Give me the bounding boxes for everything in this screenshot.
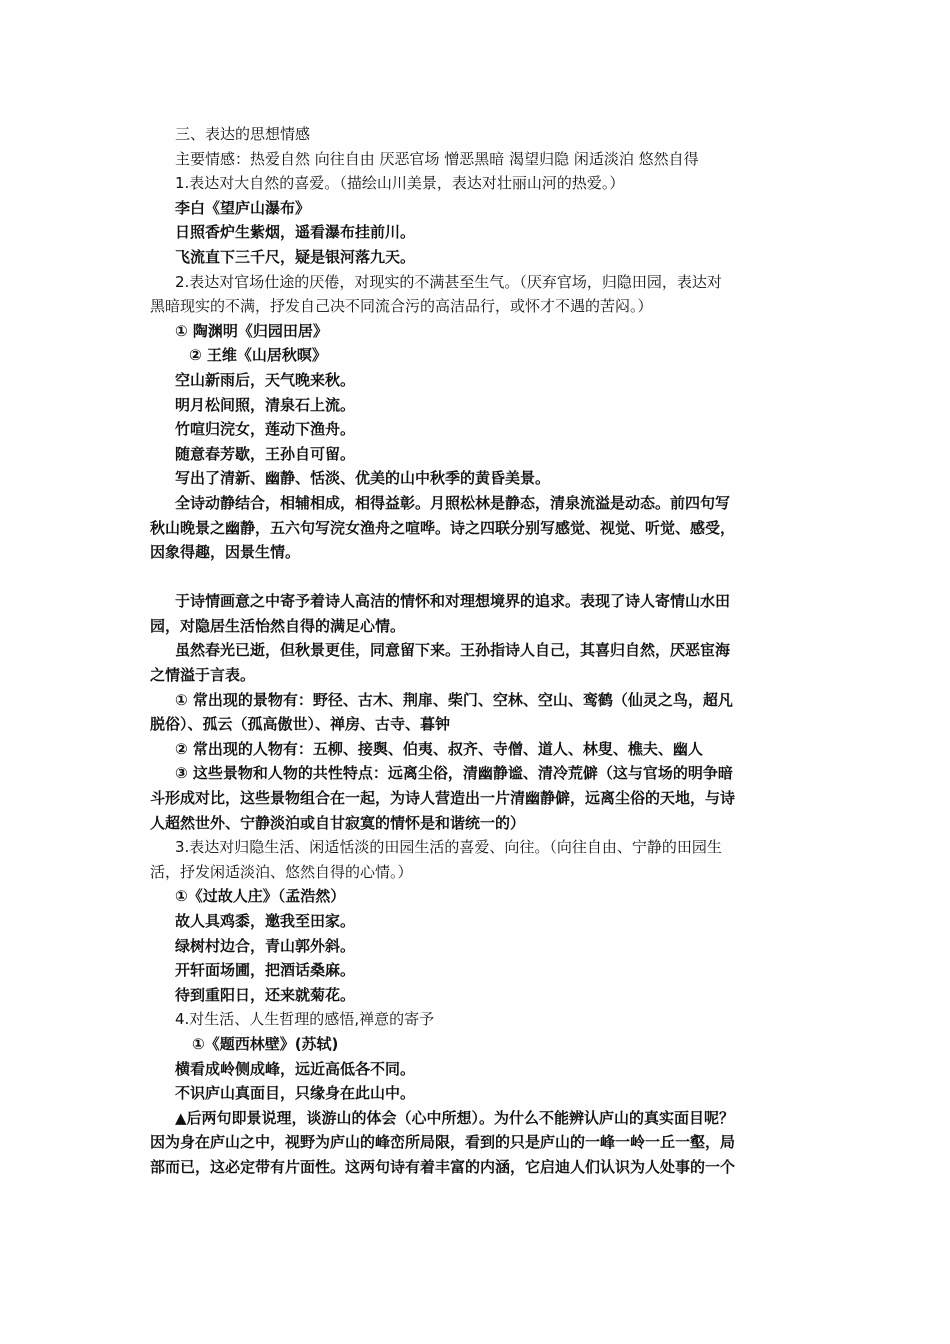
commentary-line: 写出了清新、幽静、恬淡、优美的山中秋季的黄昏美景。 — [175, 469, 551, 488]
poem-line: 随意春芳歇，王孙自可留。 — [175, 444, 356, 463]
analysis-line: 因为身在庐山之中，视野为庐山的峰峦所局限，看到的只是庐山的一峰一岭一丘一壑，局 — [150, 1133, 736, 1152]
commentary-line: 全诗动静结合，相辅相成，相得益彰。月照松林是静态，清泉流溢是动态。前四句写 — [175, 493, 731, 512]
poem-line: 日照香炉生紫烟，遥看瀑布挂前川。 — [175, 223, 416, 242]
poem-line: 故人具鸡黍，邀我至田家。 — [175, 912, 356, 930]
main-emotions: 主要情感：热爱自然 向往自由 厌恶官场 憎恶黑暗 渴望归隐 闲适淡泊 悠然自得 — [175, 149, 699, 168]
poem-line: 竹喧归浣女，莲动下渔舟。 — [175, 420, 356, 439]
document-page — [150, 122, 810, 1180]
point-2-continued: 黑暗现实的不满，抒发自己决不同流合污的高洁品行，或怀才不遇的苦闷。） — [150, 297, 653, 316]
point-3-heading: 3.表达对归隐生活、闲适恬淡的田园生活的喜爱、向往。（向往自由、宁静的田园生 — [175, 838, 722, 857]
point-1-heading: 1.表达对大自然的喜爱。（描绘山川美景，表达对壮丽山河的热爱。） — [175, 174, 625, 193]
commentary-line: 园，对隐居生活怡然自得的满足心情。 — [150, 616, 406, 635]
analysis-line: 部而已，这必定带有片面性。这两句诗有着丰富的内涵，它启迪人们认识为人处事的一个 — [150, 1157, 736, 1176]
poem-title-menghaoran: ①《过故人庄》（孟浩然） — [175, 887, 346, 906]
character-list: ② 常出现的人物有：五柳、接舆、伯夷、叔齐、寺僧、道人、林叟、樵夫、幽人 — [175, 739, 703, 758]
scenery-list-continued: 脱俗）、孤云（孤高傲世）、禅房、古寺、暮钟 — [150, 715, 451, 734]
poem-line: 待到重阳日，还来就菊花。 — [175, 985, 356, 1004]
point-3-continued: 活，抒发闲适淡泊、悠然自得的心情。） — [150, 862, 413, 881]
commentary-line: 于诗情画意之中寄予着诗人高洁的情怀和对理想境界的追求。表现了诗人寄情山水田 — [175, 592, 731, 611]
commentary-line: 之情溢于言表。 — [150, 666, 256, 685]
common-traits-continued: 人超然世外、宁静淡泊或自甘寂寞的情怀是和谐统一的） — [150, 813, 526, 832]
commentary-line: 秋山晚景之幽静，五六句写浣女渔舟之喧哗。诗之四联分别写感觉、视觉、听觉、感受， — [150, 518, 736, 537]
poem-title-wangwei: ② 王维《山居秋暝》 — [189, 346, 327, 365]
section-heading: 三、表达的思想情感 — [175, 125, 311, 143]
poem-title-taoyuanming: ① 陶渊明《归园田居》 — [175, 321, 328, 340]
poem-line: 明月松间照，清泉石上流。 — [175, 395, 356, 414]
poem-line: 不识庐山真面目，只缘身在此山中。 — [175, 1084, 416, 1103]
poem-title-sushi: ①《题西林壁》(苏轼) — [192, 1034, 339, 1053]
analysis-line: ▲后两句即景说理，谈游山的体会（心中所想）。为什么不能辨认庐山的真实面目呢？ — [175, 1108, 735, 1127]
point-2-heading: 2.表达对官场仕途的厌倦，对现实的不满甚至生气。（厌弃官场，归隐田园，表达对 — [175, 272, 722, 291]
commentary-line: 因象得趣，因景生情。 — [150, 543, 301, 562]
poem-title-libai: 李白《望庐山瀑布》 — [175, 198, 311, 217]
poem-line: 空山新雨后，天气晚来秋。 — [175, 370, 356, 389]
poem-line: 横看成岭侧成峰，远近高低各不同。 — [175, 1059, 416, 1078]
commentary-line: 虽然春光已逝，但秋景更佳，同意留下来。王孙指诗人自己，其喜归自然，厌恶宦海 — [175, 641, 731, 660]
point-4-heading: 4.对生活、人生哲理的感悟,禅意的寄予 — [175, 1010, 435, 1029]
common-traits: ③ 这些景物和人物的共性特点：远离尘俗，清幽静谧、清冷荒僻（这与官场的明争暗 — [175, 764, 733, 783]
poem-line: 开轩面场圃，把酒话桑麻。 — [175, 961, 356, 980]
poem-line: 飞流直下三千尺，疑是银河落九天。 — [175, 247, 416, 266]
blank-line — [150, 565, 810, 590]
scenery-list: ① 常出现的景物有：野径、古木、荆扉、柴门、空林、空山、鸾鹤（仙灵之鸟，超凡 — [175, 690, 733, 709]
common-traits-continued: 斗形成对比，这些景物组合在一起，为诗人营造出一片清幽静僻，远离尘俗的天地，与诗 — [150, 789, 736, 808]
poem-line: 绿树村边合，青山郭外斜。 — [175, 936, 356, 955]
